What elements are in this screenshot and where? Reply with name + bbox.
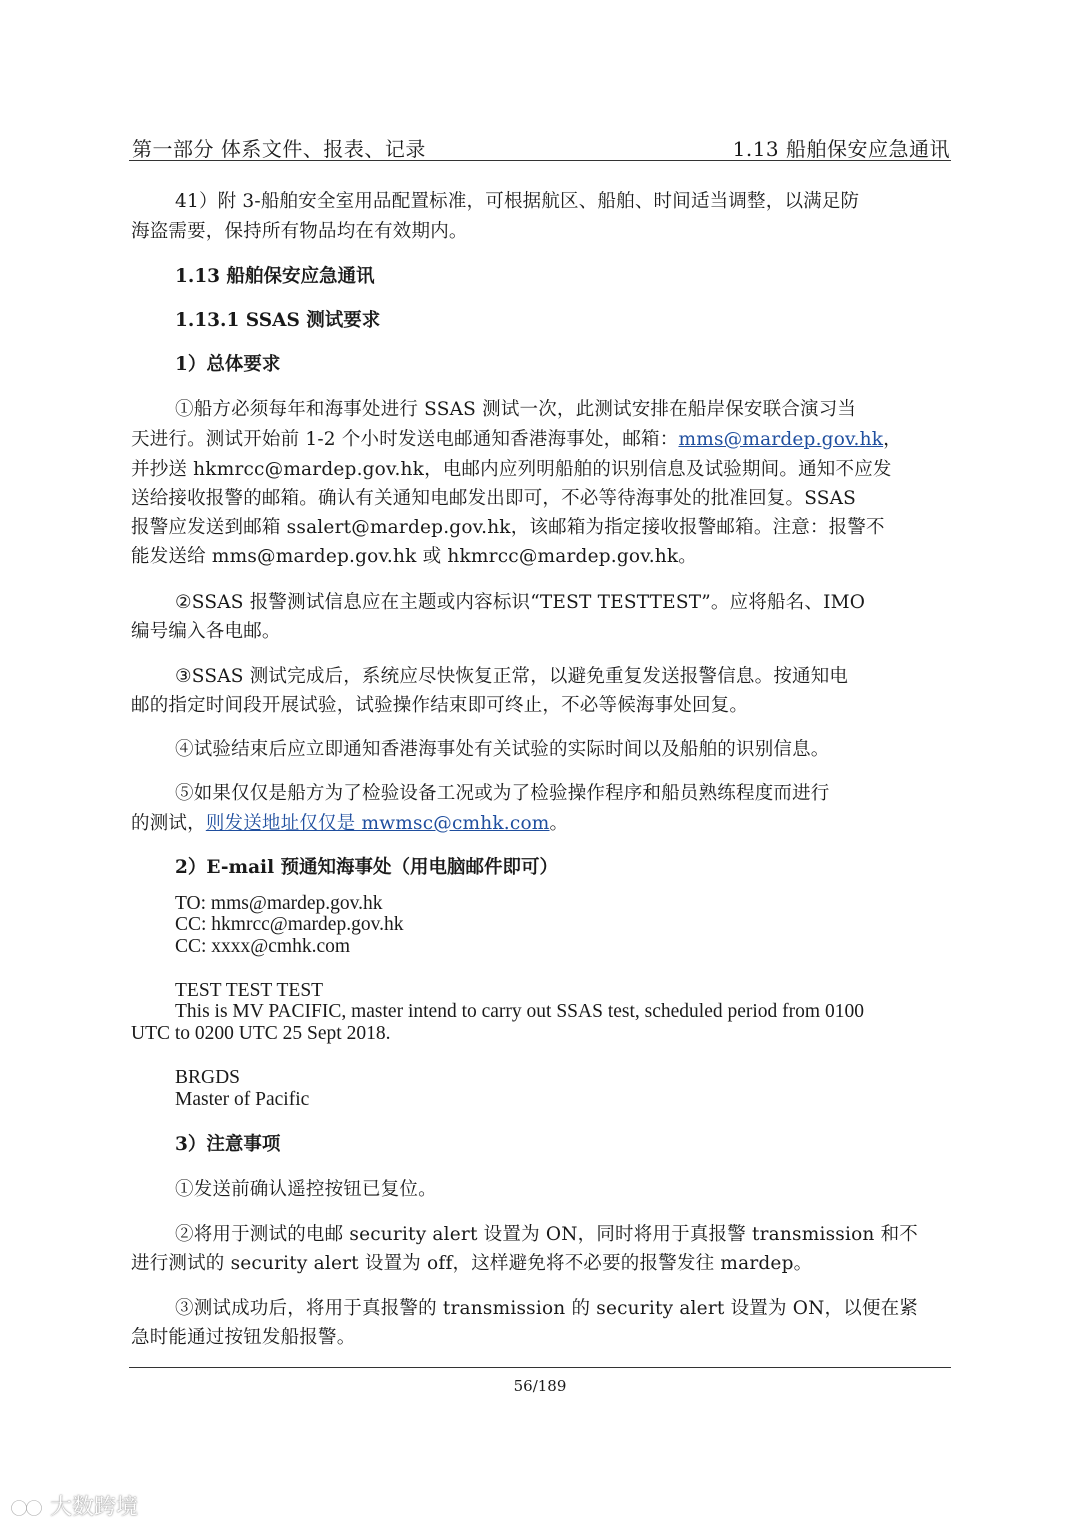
email-body-line-1: This is MV PACIFIC, master intend to carry out SSAS test, scheduled period from 0100 <box>175 1001 864 1022</box>
note-2-line-1: ②将用于测试的电邮 security alert 设置为 ON，同时将用于真报警 transmission 和不 <box>175 1224 919 1245</box>
para-3-line-2: 邮的指定时间段开展试验，试验操作结束即可终止，不必等候海事处回复。 <box>131 695 749 716</box>
page-number: 56/189 <box>513 1377 567 1395</box>
para-4-line-1: ④试验结束后应立即通知香港海事处有关试验的实际时间以及船舶的识别信息。 <box>175 739 830 760</box>
paragraph-41-line-2: 海盗需要，保持所有物品均在有效期内。 <box>131 221 468 242</box>
para-1-line-3: 并抄送 hkmrcc@mardep.gov.hk，电邮内应列明船舶的识别信息及试验期间。通知不应发 <box>131 459 892 480</box>
subheading-precautions: 3）注意事项 <box>175 1134 281 1155</box>
note-1-line-1: ①发送前确认遥控按钮已复位。 <box>175 1179 437 1200</box>
paragraph-41-line-1: 41）附 3-船舶安全室用品配置标准，可根据航区、船舶、时间适当调整，以满足防 <box>175 191 860 212</box>
para-1-line-2-text: 天进行。测试开始前 1-2 个小时发送电邮通知香港海事处，邮箱： <box>131 429 679 450</box>
para-5-line-2-end: 。 <box>549 813 569 834</box>
para-2-line-1: ②SSAS 报警测试信息应在主题或内容标识“TEST TESTTEST”。应将船名、IMO <box>175 592 866 613</box>
running-header-left: 第一部分 体系文件、报表、记录 <box>132 137 426 161</box>
email-body-line-2: UTC to 0200 UTC 25 Sept 2018. <box>131 1023 391 1044</box>
section-heading-1-13-1: 1.13.1 SSAS 测试要求 <box>175 310 381 331</box>
watermark-logo-icon <box>10 1498 44 1518</box>
note-3-line-1: ③测试成功后，将用于真报警的 transmission 的 security alert 设置为 ON，以便在紧 <box>175 1298 919 1319</box>
para-2-line-2: 编号编入各电邮。 <box>131 621 281 642</box>
para-1-line-1: ①船方必须每年和海事处进行 SSAS 测试一次，此测试安排在船岸保安联合演习当 <box>175 399 857 420</box>
header-rule <box>129 160 951 161</box>
email-signoff-line-1: BRGDS <box>175 1067 241 1088</box>
email-signoff-line-2: Master of Pacific <box>175 1089 310 1110</box>
para-3-line-1: ③SSAS 测试完成后，系统应尽快恢复正常，以避免重复发送报警信息。按通知电 <box>175 666 849 687</box>
footer-rule <box>129 1367 951 1368</box>
para-1-line-6: 能发送给 mms@mardep.gov.hk 或 hkmrcc@mardep.gov.hk。 <box>131 546 697 567</box>
mms-email-link[interactable]: mms@mardep.gov.hk <box>678 429 884 450</box>
para-1-line-4: 送给接收报警的邮箱。确认有关通知电邮发出即可，不必等待海事处的批准回复。SSAS <box>131 488 857 509</box>
email-to-line: TO: mms@mardep.gov.hk <box>175 893 383 914</box>
para-1-line-2 <box>131 425 902 451</box>
section-heading-1-13: 1.13 船舶保安应急通讯 <box>175 266 375 287</box>
watermark <box>10 1490 138 1521</box>
running-header-right: 1.13 船舶保安应急通讯 <box>732 137 950 161</box>
para-1-line-2-end: ， <box>883 429 902 450</box>
note-3-line-2: 急时能通过按钮发船报警。 <box>131 1327 356 1348</box>
para-5-line-2-text: 的测试， <box>131 813 206 834</box>
subheading-general-requirements: 1）总体要求 <box>175 354 281 375</box>
para-5-line-2 <box>131 809 568 835</box>
para-1-line-5: 报警应发送到邮箱 ssalert@mardep.gov.hk，该邮箱为指定接收报警邮箱。注意：报警不 <box>131 517 885 538</box>
watermark-text: 大数跨境 <box>50 1495 139 1520</box>
mwmsc-email-link[interactable]: 则发送地址仅仅是 mwmsc@cmhk.com <box>205 813 550 834</box>
email-cc-line-1: CC: hkmrcc@mardep.gov.hk <box>175 914 404 935</box>
subheading-email-prenotice: 2）E-mail 预通知海事处（用电脑邮件即可） <box>175 857 559 878</box>
note-2-line-2: 进行测试的 security alert 设置为 off，这样避免将不必要的报警发往 mardep。 <box>131 1253 813 1274</box>
email-cc-line-2: CC: xxxx@cmhk.com <box>175 936 351 957</box>
para-5-line-1: ⑤如果仅仅是船方为了检验设备工况或为了检验操作程序和船员熟练程度而进行 <box>175 783 830 804</box>
email-subject-line: TEST TEST TEST <box>175 980 324 1001</box>
